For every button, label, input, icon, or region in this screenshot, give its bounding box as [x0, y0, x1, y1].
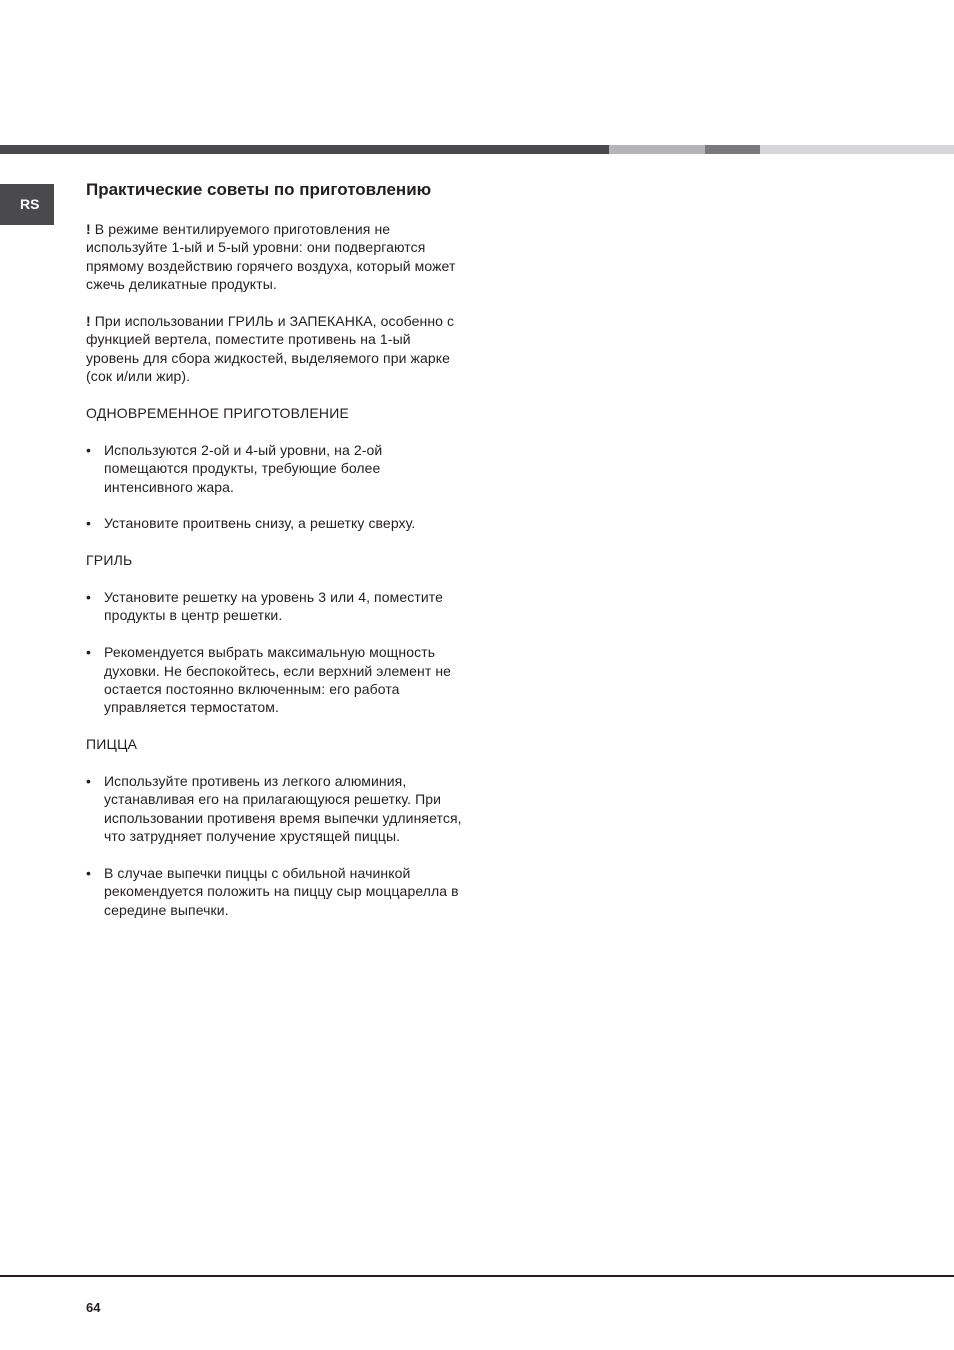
bullet-glyph: •: [86, 865, 92, 882]
warning-paragraph: [86, 312, 466, 386]
list-item-text: Установите проитвень снизу, а решетку сверху.: [104, 515, 416, 532]
list-item: [86, 441, 466, 496]
main-content: [86, 180, 466, 938]
header-bar-segment-light: [609, 145, 705, 154]
list-item-text: Рекомендуется выбрать максимальную мощность духовки. Не беспокойтесь, если верхний элемент не остается постоянно включенным: его работа управляется термостатом.: [104, 644, 452, 716]
list-item: [86, 643, 466, 717]
list-item: [86, 864, 466, 919]
header-bar-segment-mid: [705, 145, 760, 154]
list-item: [86, 772, 466, 846]
warning-mark: !: [86, 221, 91, 237]
warning-text: При использовании ГРИЛЬ и ЗАПЕКАНКА, особенно с функцией вертела, поместите противень на 1-ый уровень для сбора жидкостей, выделяемого при жарке (сок и/или жир).: [86, 313, 455, 385]
page-title: Практические советы по приготовлению: [86, 180, 432, 199]
list-item-text: В случае выпечки пиццы с обильной начинкой рекомендуется положить на пиццу сыр моццарелла в середине выпечки.: [104, 865, 459, 918]
list-item: [86, 588, 466, 625]
header-bar-segment-pale: [760, 145, 954, 154]
bullet-list-pizza: [86, 772, 466, 919]
section-heading-pizza: ПИЦЦА: [86, 736, 138, 753]
bullet-list-simultaneous: [86, 441, 466, 533]
bullet-glyph: •: [86, 773, 92, 790]
list-item-text: Используются 2-ой и 4-ый уровни, на 2-ой помещаются продукты, требующие более интенсивного жара.: [104, 441, 383, 495]
footer-divider: [0, 1275, 954, 1277]
warning-mark: !: [86, 313, 91, 330]
header-color-bar: [0, 145, 954, 154]
list-item-text: Используйте противень из легкого алюминия, устанавливая его на прилагающуюся решетку. При использовании противеня время выпечки удлиняется, что затрудняет получение хрустящей пиццы.: [104, 773, 462, 845]
warning-text: В режиме вентилируемого приготовления не используйте 1-ый и 5-ый уровни: они подвергаются прямому воздействию горячего воздуха, который может сжечь деликатные продукты.: [86, 221, 456, 293]
header-bar-segment-dark: [0, 145, 609, 154]
list-item-text: Установите решетку на уровень 3 или 4, поместите продукты в центр решетки.: [104, 589, 444, 624]
bullet-glyph: •: [86, 441, 92, 458]
section-heading-simultaneous: ОДНОВРЕМЕННОЕ ПРИГОТОВЛЕНИЕ: [86, 405, 349, 422]
section-heading-grill: ГРИЛЬ: [86, 552, 133, 569]
bullet-glyph: •: [86, 515, 92, 532]
bullet-glyph: •: [86, 589, 92, 606]
bullet-list-grill: [86, 588, 466, 717]
language-tab: RS: [0, 184, 54, 225]
list-item: [86, 514, 466, 532]
warning-paragraph: [86, 220, 466, 294]
page-number: 64: [86, 1300, 101, 1315]
bullet-glyph: •: [86, 644, 92, 661]
